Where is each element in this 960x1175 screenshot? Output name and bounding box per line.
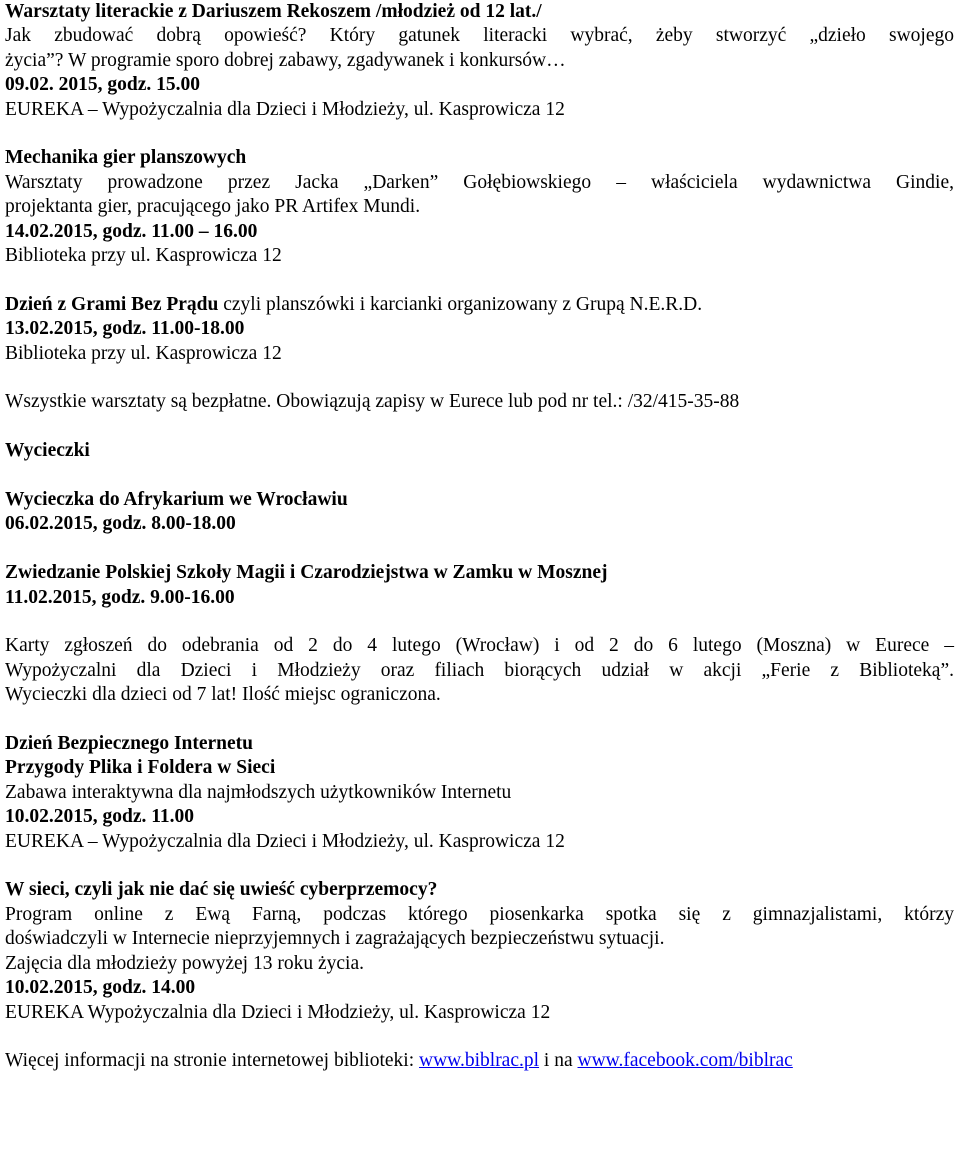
trip-moszna <box>5 561 954 610</box>
event-cyber-title: W sieci, czyli jak nie dać się uwieść cyberprzemocy? <box>5 879 438 901</box>
trips-note-1: Karty zgłoszeń do odebrania od 2 do 4 lutego (Wrocław) i od 2 do 6 lutego (Moszna) w Eurece – <box>5 635 954 657</box>
workshop-board-games-title: Mechanika gier planszowych <box>5 147 247 169</box>
trips-note <box>5 634 954 707</box>
event-cyber-date: 10.02.2015, godz. 14.00 <box>5 977 196 999</box>
event-plik-desc: Zabawa interaktywna dla najmłodszych użytkowników Internetu <box>5 781 512 803</box>
trip-moszna-date: 11.02.2015, godz. 9.00-16.00 <box>5 586 235 608</box>
footer-info <box>5 1049 954 1073</box>
workshop-unplugged-desc: czyli planszówki i karcianki organizowany z Grupą N.E.R.D. <box>218 293 703 315</box>
workshop-literary <box>5 0 954 122</box>
trip-afrykarium <box>5 488 954 537</box>
workshop-board-games-place: Biblioteka przy ul. Kasprowicza 12 <box>5 245 282 267</box>
workshops-note: Wszystkie warsztaty są bezpłatne. Obowiązują zapisy w Eurece lub pod nr tel.: /32/415-35-88 <box>5 391 740 413</box>
workshop-board-games-desc-1: Warsztaty prowadzone przez Jacka „Darken” Gołębiowskiego – właściciela wydawnictwa Gindie, <box>5 171 954 193</box>
trips-note-3: Wycieczki dla dzieci od 7 lat! Ilość miejsc ograniczona. <box>5 684 441 706</box>
event-plik-place: EUREKA – Wypożyczalnia dla Dzieci i Młodzieży, ul. Kasprowicza 12 <box>5 830 565 852</box>
workshop-literary-date: 09.02. 2015, godz. 15.00 <box>5 74 200 96</box>
trips-note-2: Wypożyczalni dla Dzieci i Młodzieży oraz filiach biorących udział w akcji „Ferie z Biblioteką”. <box>5 659 954 681</box>
workshop-board-games-date: 14.02.2015, godz. 11.00 – 16.00 <box>5 220 258 242</box>
workshop-unplugged-games <box>5 293 954 366</box>
workshop-literary-title: Warsztaty literackie z Dariuszem Rekoszem /młodzież od 12 lat./ <box>5 1 542 22</box>
workshop-board-games-desc-2: projektanta gier, pracującego jako PR Artifex Mundi. <box>5 196 421 218</box>
footer-text: Więcej informacji na stronie internetowej biblioteki: <box>5 1050 419 1072</box>
workshop-literary-place: EUREKA – Wypożyczalnia dla Dzieci i Młodzieży, ul. Kasprowicza 12 <box>5 98 565 120</box>
trips-heading: Wycieczki <box>5 440 90 462</box>
facebook-link[interactable]: www.facebook.com/biblrac <box>577 1050 793 1072</box>
workshop-unplugged-title: Dzień z Grami Bez Prądu <box>5 293 219 315</box>
footer-middle: i na <box>539 1050 578 1072</box>
workshop-board-games <box>5 146 954 268</box>
workshop-literary-desc-1: Jak zbudować dobrą opowieść? Który gatunek literacki wybrać, żeby stworzyć „dzieło swojego <box>5 25 954 47</box>
event-plik-title: Przygody Plika i Foldera w Sieci <box>5 757 276 779</box>
workshop-unplugged-date: 13.02.2015, godz. 11.00-18.00 <box>5 318 245 340</box>
event-cyber-desc-1: Program online z Ewą Farną, podczas którego piosenkarka spotka się z gimnazjalistami, którzy <box>5 903 954 925</box>
event-plik-date: 10.02.2015, godz. 11.00 <box>5 806 195 828</box>
workshop-unplugged-title-line <box>5 293 954 317</box>
trip-moszna-title: Zwiedzanie Polskiej Szkoły Magii i Czarodziejstwa w Zamku w Mosznej <box>5 562 608 584</box>
workshop-literary-desc-2: życia”? W programie sporo dobrej zabawy, zgadywanek i konkursów… <box>5 49 566 71</box>
event-cyber-place: EUREKA Wypożyczalnia dla Dzieci i Młodzieży, ul. Kasprowicza 12 <box>5 1001 551 1023</box>
safer-internet-section <box>5 732 954 1025</box>
event-cyber-desc-2: doświadczyli w Internecie nieprzyjemnych i zagrażających bezpieczeństwu sytuacji. <box>5 928 665 950</box>
safer-internet-heading: Dzień Bezpiecznego Internetu <box>5 733 254 755</box>
trip-afrykarium-date: 06.02.2015, godz. 8.00-18.00 <box>5 513 236 535</box>
event-cyber-audience: Zajęcia dla młodzieży powyżej 13 roku życia. <box>5 952 364 974</box>
trip-afrykarium-title: Wycieczka do Afrykarium we Wrocławiu <box>5 489 348 511</box>
website-link[interactable]: www.biblrac.pl <box>419 1050 540 1072</box>
workshop-unplugged-place: Biblioteka przy ul. Kasprowicza 12 <box>5 342 282 364</box>
